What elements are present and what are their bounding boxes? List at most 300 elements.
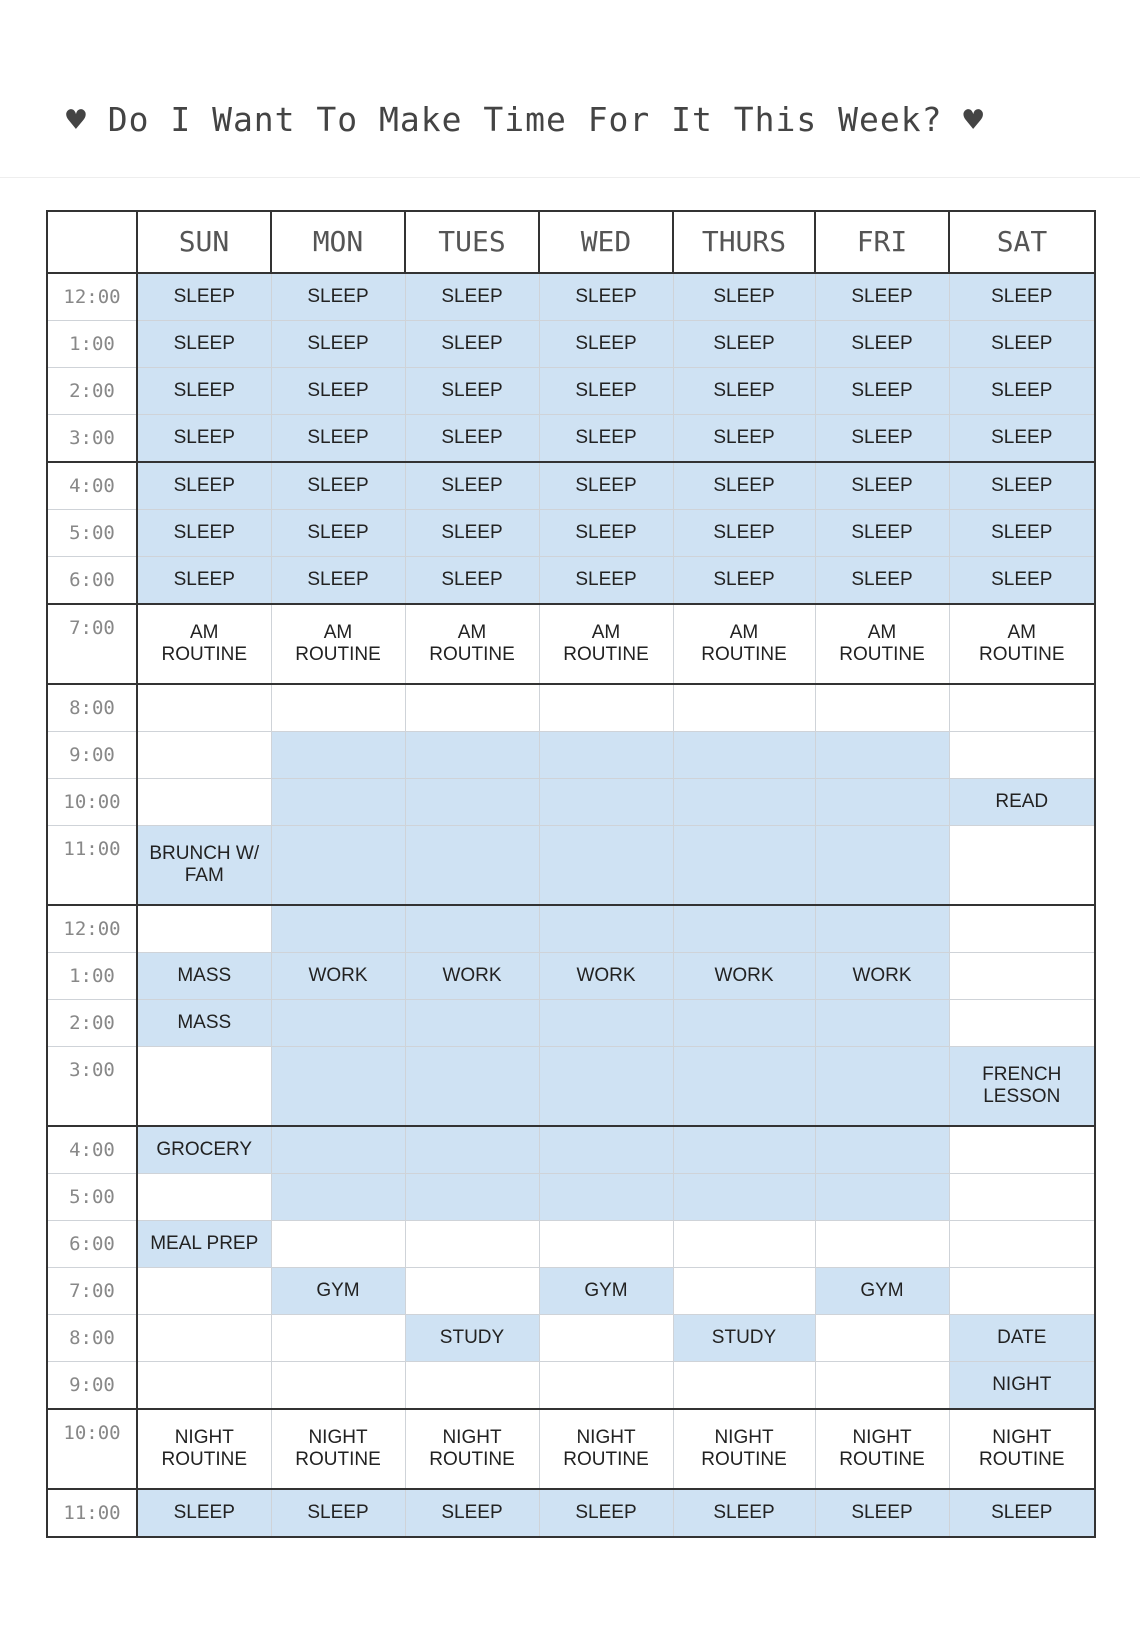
- schedule-cell-mon: [271, 557, 405, 605]
- time-label: 1:00: [47, 321, 137, 368]
- activity-label: SLEEP: [307, 380, 369, 401]
- activity-label: SLEEP: [441, 1502, 503, 1523]
- schedule-cell-sun: [137, 732, 271, 779]
- activity-label: SLEEP: [851, 1502, 913, 1523]
- schedule-cell-sat: [949, 1489, 1095, 1537]
- activity-label: NIGHT ROUTINE: [563, 1427, 649, 1470]
- schedule-cell-mon: [271, 684, 405, 732]
- time-label: 2:00: [47, 1000, 137, 1047]
- activity-label: SLEEP: [307, 286, 369, 307]
- activity-label: MASS: [177, 1012, 232, 1033]
- day-header-sun: SUN: [137, 211, 271, 273]
- schedule-cell-fri: [815, 368, 949, 415]
- activity-label: AM ROUTINE: [295, 622, 381, 665]
- time-label: 11:00: [47, 826, 137, 906]
- schedule-cell-tues: [405, 1489, 539, 1537]
- time-label: 9:00: [47, 732, 137, 779]
- activity-label: AM ROUTINE: [839, 622, 925, 665]
- schedule-cell-tues: [405, 684, 539, 732]
- time-label: 3:00: [47, 1047, 137, 1127]
- activity-label: SLEEP: [173, 286, 235, 307]
- schedule-cell-wed: [539, 321, 673, 368]
- activity-label: NIGHT ROUTINE: [701, 1427, 787, 1470]
- activity-label: SLEEP: [991, 333, 1053, 354]
- schedule-cell-thurs: [673, 415, 815, 463]
- schedule-cell-thurs: [673, 557, 815, 605]
- schedule-cell-fri: [815, 557, 949, 605]
- activity-label: NIGHT ROUTINE: [295, 1427, 381, 1470]
- activity-label: AM ROUTINE: [161, 622, 247, 665]
- weekly-schedule-table: [46, 210, 1096, 1538]
- day-header-fri: FRI: [815, 211, 949, 273]
- table-row: [47, 273, 1095, 321]
- schedule-cell-wed: [539, 557, 673, 605]
- schedule-cell-mon: [271, 1126, 405, 1174]
- schedule-cell-tues: [405, 953, 539, 1000]
- schedule-cell-wed: [539, 1126, 673, 1174]
- table-row: [47, 321, 1095, 368]
- day-header-mon: MON: [271, 211, 405, 273]
- schedule-cell-mon: [271, 826, 405, 906]
- activity-label: SLEEP: [851, 427, 913, 448]
- header-row: [47, 211, 1095, 273]
- schedule-cell-mon: [271, 415, 405, 463]
- activity-label: SLEEP: [713, 286, 775, 307]
- schedule-body: [47, 273, 1095, 1537]
- activity-label: SLEEP: [173, 569, 235, 590]
- table-row: [47, 1000, 1095, 1047]
- schedule-cell-thurs: [673, 1000, 815, 1047]
- schedule-cell-tues: [405, 826, 539, 906]
- activity-label: NIGHT ROUTINE: [161, 1427, 247, 1470]
- schedule-cell-thurs: [673, 1489, 815, 1537]
- table-row: [47, 368, 1095, 415]
- activity-label: SLEEP: [173, 380, 235, 401]
- schedule-cell-mon: [271, 953, 405, 1000]
- table-row: [47, 826, 1095, 906]
- activity-label: SLEEP: [307, 475, 369, 496]
- time-label: 7:00: [47, 1268, 137, 1315]
- time-label: 10:00: [47, 1409, 137, 1489]
- time-label: 5:00: [47, 1174, 137, 1221]
- schedule-cell-wed: [539, 1362, 673, 1410]
- schedule-cell-thurs: [673, 1409, 815, 1489]
- schedule-cell-thurs: [673, 1315, 815, 1362]
- schedule-cell-fri: [815, 826, 949, 906]
- activity-label: SLEEP: [307, 1502, 369, 1523]
- activity-label: SLEEP: [307, 427, 369, 448]
- schedule-cell-mon: [271, 1047, 405, 1127]
- table-row: [47, 953, 1095, 1000]
- activity-label: WORK: [852, 965, 912, 986]
- schedule-cell-wed: [539, 953, 673, 1000]
- schedule-cell-sat: [949, 1409, 1095, 1489]
- schedule-cell-tues: [405, 1409, 539, 1489]
- activity-label: SLEEP: [713, 522, 775, 543]
- activity-label: SLEEP: [575, 475, 637, 496]
- activity-label: SLEEP: [991, 286, 1053, 307]
- activity-label: SLEEP: [713, 380, 775, 401]
- time-label: 6:00: [47, 557, 137, 605]
- time-label: 10:00: [47, 779, 137, 826]
- schedule-cell-sun: [137, 1409, 271, 1489]
- schedule-cell-sat: [949, 732, 1095, 779]
- schedule-cell-mon: [271, 1409, 405, 1489]
- activity-label: SLEEP: [307, 569, 369, 590]
- schedule-cell-sat: [949, 1047, 1095, 1127]
- activity-label: SLEEP: [575, 1502, 637, 1523]
- schedule-cell-sat: [949, 321, 1095, 368]
- activity-label: SLEEP: [173, 333, 235, 354]
- schedule-cell-sun: [137, 604, 271, 684]
- schedule-cell-thurs: [673, 604, 815, 684]
- schedule-cell-sat: [949, 905, 1095, 953]
- time-label: 8:00: [47, 1315, 137, 1362]
- schedule-cell-sat: [949, 779, 1095, 826]
- schedule-cell-wed: [539, 826, 673, 906]
- schedule-cell-wed: [539, 905, 673, 953]
- table-row: [47, 1489, 1095, 1537]
- table-row: [47, 557, 1095, 605]
- activity-label: SLEEP: [851, 522, 913, 543]
- table-row: [47, 1174, 1095, 1221]
- schedule-cell-tues: [405, 557, 539, 605]
- time-label: 8:00: [47, 684, 137, 732]
- activity-label: FRENCH LESSON: [982, 1064, 1062, 1107]
- activity-label: NIGHT: [992, 1374, 1052, 1395]
- schedule-cell-wed: [539, 1174, 673, 1221]
- activity-label: DATE: [997, 1327, 1047, 1348]
- schedule-cell-fri: [815, 604, 949, 684]
- activity-label: SLEEP: [307, 333, 369, 354]
- table-row: [47, 779, 1095, 826]
- schedule-cell-sat: [949, 684, 1095, 732]
- activity-label: SLEEP: [713, 569, 775, 590]
- activity-label: SLEEP: [173, 475, 235, 496]
- activity-label: STUDY: [711, 1327, 777, 1348]
- schedule-cell-thurs: [673, 732, 815, 779]
- schedule-cell-wed: [539, 510, 673, 557]
- schedule-cell-fri: [815, 732, 949, 779]
- schedule-cell-mon: [271, 510, 405, 557]
- table-row: [47, 684, 1095, 732]
- schedule-cell-sat: [949, 368, 1095, 415]
- activity-label: AM ROUTINE: [429, 622, 515, 665]
- schedule-cell-fri: [815, 510, 949, 557]
- schedule-cell-fri: [815, 1409, 949, 1489]
- schedule-cell-thurs: [673, 826, 815, 906]
- schedule-cell-thurs: [673, 1047, 815, 1127]
- schedule-cell-wed: [539, 462, 673, 510]
- schedule-cell-thurs: [673, 462, 815, 510]
- schedule-cell-thurs: [673, 779, 815, 826]
- activity-label: SLEEP: [991, 475, 1053, 496]
- schedule-cell-sat: [949, 1000, 1095, 1047]
- activity-label: SLEEP: [713, 1502, 775, 1523]
- schedule-cell-tues: [405, 368, 539, 415]
- schedule-cell-wed: [539, 604, 673, 684]
- activity-label: BRUNCH W/ FAM: [149, 843, 260, 886]
- schedule-cell-wed: [539, 1000, 673, 1047]
- schedule-cell-thurs: [673, 684, 815, 732]
- schedule-cell-sun: [137, 1000, 271, 1047]
- schedule-cell-sat: [949, 510, 1095, 557]
- activity-label: AM ROUTINE: [563, 622, 649, 665]
- schedule-cell-thurs: [673, 368, 815, 415]
- time-label: 11:00: [47, 1489, 137, 1537]
- schedule-cell-sun: [137, 321, 271, 368]
- activity-label: SLEEP: [851, 380, 913, 401]
- schedule-cell-sun: [137, 462, 271, 510]
- schedule-cell-fri: [815, 684, 949, 732]
- schedule-cell-mon: [271, 1221, 405, 1268]
- schedule-cell-fri: [815, 415, 949, 463]
- schedule-cell-sun: [137, 1489, 271, 1537]
- schedule-cell-mon: [271, 273, 405, 321]
- schedule-cell-mon: [271, 1174, 405, 1221]
- schedule-cell-tues: [405, 732, 539, 779]
- schedule-cell-fri: [815, 321, 949, 368]
- activity-label: SLEEP: [173, 1502, 235, 1523]
- time-label: 5:00: [47, 510, 137, 557]
- schedule-cell-thurs: [673, 1221, 815, 1268]
- activity-label: SLEEP: [575, 522, 637, 543]
- schedule-cell-wed: [539, 1409, 673, 1489]
- schedule-cell-mon: [271, 905, 405, 953]
- schedule-cell-mon: [271, 732, 405, 779]
- schedule-cell-sun: [137, 1315, 271, 1362]
- table-row: [47, 905, 1095, 953]
- schedule-cell-fri: [815, 1315, 949, 1362]
- schedule-cell-thurs: [673, 273, 815, 321]
- schedule-cell-thurs: [673, 1174, 815, 1221]
- schedule-cell-sun: [137, 273, 271, 321]
- schedule-cell-sun: [137, 1126, 271, 1174]
- schedule-cell-mon: [271, 368, 405, 415]
- schedule-cell-wed: [539, 1315, 673, 1362]
- activity-label: SLEEP: [441, 286, 503, 307]
- schedule-cell-wed: [539, 779, 673, 826]
- schedule-cell-sat: [949, 273, 1095, 321]
- activity-label: SLEEP: [575, 380, 637, 401]
- schedule-cell-wed: [539, 732, 673, 779]
- schedule-cell-fri: [815, 1174, 949, 1221]
- activity-label: MASS: [177, 965, 232, 986]
- time-label: 4:00: [47, 1126, 137, 1174]
- schedule-cell-mon: [271, 1315, 405, 1362]
- activity-label: SLEEP: [713, 427, 775, 448]
- time-label: 6:00: [47, 1221, 137, 1268]
- schedule-cell-sun: [137, 1268, 271, 1315]
- schedule-cell-sun: [137, 826, 271, 906]
- activity-label: AM ROUTINE: [701, 622, 787, 665]
- schedule-cell-sun: [137, 557, 271, 605]
- schedule-cell-sun: [137, 684, 271, 732]
- schedule-cell-wed: [539, 1047, 673, 1127]
- schedule-cell-sat: [949, 953, 1095, 1000]
- schedule-cell-mon: [271, 1000, 405, 1047]
- schedule-cell-sat: [949, 462, 1095, 510]
- schedule-cell-sun: [137, 779, 271, 826]
- activity-label: SLEEP: [851, 475, 913, 496]
- schedule-cell-tues: [405, 1000, 539, 1047]
- schedule-cell-sun: [137, 1362, 271, 1410]
- schedule-cell-sun: [137, 905, 271, 953]
- activity-label: SLEEP: [991, 380, 1053, 401]
- activity-label: SLEEP: [173, 522, 235, 543]
- time-label: 7:00: [47, 604, 137, 684]
- schedule-cell-fri: [815, 1268, 949, 1315]
- activity-label: SLEEP: [713, 475, 775, 496]
- schedule-cell-thurs: [673, 1268, 815, 1315]
- time-label: 4:00: [47, 462, 137, 510]
- activity-label: SLEEP: [575, 569, 637, 590]
- schedule-cell-tues: [405, 1315, 539, 1362]
- schedule-cell-mon: [271, 604, 405, 684]
- time-label: 12:00: [47, 905, 137, 953]
- schedule-cell-tues: [405, 1268, 539, 1315]
- activity-label: GYM: [316, 1280, 360, 1301]
- page-title: [0, 0, 1140, 178]
- schedule-cell-thurs: [673, 510, 815, 557]
- schedule-cell-tues: [405, 1174, 539, 1221]
- schedule-cell-sat: [949, 557, 1095, 605]
- schedule-cell-fri: [815, 1221, 949, 1268]
- schedule-cell-tues: [405, 321, 539, 368]
- activity-label: SLEEP: [851, 333, 913, 354]
- activity-label: SLEEP: [991, 522, 1053, 543]
- activity-label: SLEEP: [441, 333, 503, 354]
- table-row: [47, 1221, 1095, 1268]
- schedule-cell-mon: [271, 1268, 405, 1315]
- activity-label: READ: [995, 791, 1049, 812]
- schedule-cell-fri: [815, 779, 949, 826]
- activity-label: SLEEP: [441, 475, 503, 496]
- schedule-cell-sun: [137, 510, 271, 557]
- schedule-cell-wed: [539, 1489, 673, 1537]
- activity-label: SLEEP: [991, 1502, 1053, 1523]
- activity-label: SLEEP: [307, 522, 369, 543]
- activity-label: SLEEP: [851, 569, 913, 590]
- activity-label: SLEEP: [713, 333, 775, 354]
- activity-label: SLEEP: [991, 427, 1053, 448]
- activity-label: GYM: [860, 1280, 904, 1301]
- schedule-cell-sat: [949, 415, 1095, 463]
- schedule-cell-sun: [137, 415, 271, 463]
- table-row: [47, 732, 1095, 779]
- schedule-cell-wed: [539, 1268, 673, 1315]
- day-header-tues: TUES: [405, 211, 539, 273]
- schedule-cell-mon: [271, 1362, 405, 1410]
- schedule-cell-thurs: [673, 321, 815, 368]
- schedule-cell-tues: [405, 1047, 539, 1127]
- activity-label: SLEEP: [991, 569, 1053, 590]
- schedule-cell-fri: [815, 1126, 949, 1174]
- table-row: [47, 1047, 1095, 1127]
- corner-cell: [47, 211, 137, 273]
- time-label: 12:00: [47, 273, 137, 321]
- schedule-cell-wed: [539, 415, 673, 463]
- schedule-cell-sat: [949, 604, 1095, 684]
- schedule-cell-thurs: [673, 1126, 815, 1174]
- table-row: [47, 1362, 1095, 1410]
- table-row: [47, 462, 1095, 510]
- time-label: 9:00: [47, 1362, 137, 1410]
- schedule-cell-thurs: [673, 905, 815, 953]
- day-header-sat: SAT: [949, 211, 1095, 273]
- schedule-cell-wed: [539, 273, 673, 321]
- time-label: 2:00: [47, 368, 137, 415]
- activity-label: SLEEP: [441, 427, 503, 448]
- activity-label: WORK: [308, 965, 368, 986]
- schedule-cell-fri: [815, 1362, 949, 1410]
- activity-label: STUDY: [439, 1327, 505, 1348]
- schedule-cell-thurs: [673, 953, 815, 1000]
- schedule-cell-sat: [949, 1174, 1095, 1221]
- schedule-cell-fri: [815, 953, 949, 1000]
- table-row: [47, 1409, 1095, 1489]
- activity-label: WORK: [714, 965, 774, 986]
- schedule-cell-sun: [137, 1174, 271, 1221]
- activity-label: WORK: [442, 965, 502, 986]
- activity-label: MEAL PREP: [150, 1233, 259, 1254]
- schedule-cell-fri: [815, 273, 949, 321]
- schedule-cell-fri: [815, 1047, 949, 1127]
- schedule-cell-tues: [405, 779, 539, 826]
- schedule-cell-sun: [137, 953, 271, 1000]
- schedule-cell-tues: [405, 415, 539, 463]
- activity-label: SLEEP: [441, 380, 503, 401]
- schedule-cell-fri: [815, 1489, 949, 1537]
- schedule-cell-sat: [949, 826, 1095, 906]
- schedule-cell-tues: [405, 905, 539, 953]
- activity-label: SLEEP: [575, 427, 637, 448]
- day-header-thurs: THURS: [673, 211, 815, 273]
- schedule-cell-sat: [949, 1362, 1095, 1410]
- title-text: ♥ Do I Want To Make Time For It This Week? ♥: [66, 100, 985, 139]
- activity-label: NIGHT ROUTINE: [429, 1427, 515, 1470]
- schedule-cell-sat: [949, 1315, 1095, 1362]
- day-header-wed: WED: [539, 211, 673, 273]
- schedule-cell-thurs: [673, 1362, 815, 1410]
- time-label: 3:00: [47, 415, 137, 463]
- activity-label: GYM: [584, 1280, 628, 1301]
- schedule-cell-sat: [949, 1126, 1095, 1174]
- activity-label: GROCERY: [156, 1139, 253, 1160]
- schedule-cell-sat: [949, 1221, 1095, 1268]
- table-row: [47, 415, 1095, 463]
- schedule-cell-wed: [539, 368, 673, 415]
- schedule-cell-fri: [815, 1000, 949, 1047]
- table-row: [47, 604, 1095, 684]
- schedule-cell-sat: [949, 1268, 1095, 1315]
- activity-label: SLEEP: [441, 569, 503, 590]
- activity-label: NIGHT ROUTINE: [839, 1427, 925, 1470]
- activity-label: SLEEP: [575, 333, 637, 354]
- schedule-cell-fri: [815, 905, 949, 953]
- schedule-cell-mon: [271, 462, 405, 510]
- table-row: [47, 1126, 1095, 1174]
- schedule-cell-sun: [137, 1047, 271, 1127]
- schedule-cell-fri: [815, 462, 949, 510]
- schedule-cell-sun: [137, 1221, 271, 1268]
- schedule-cell-tues: [405, 273, 539, 321]
- activity-label: SLEEP: [441, 522, 503, 543]
- activity-label: SLEEP: [575, 286, 637, 307]
- schedule-cell-tues: [405, 604, 539, 684]
- activity-label: SLEEP: [173, 427, 235, 448]
- schedule-cell-wed: [539, 684, 673, 732]
